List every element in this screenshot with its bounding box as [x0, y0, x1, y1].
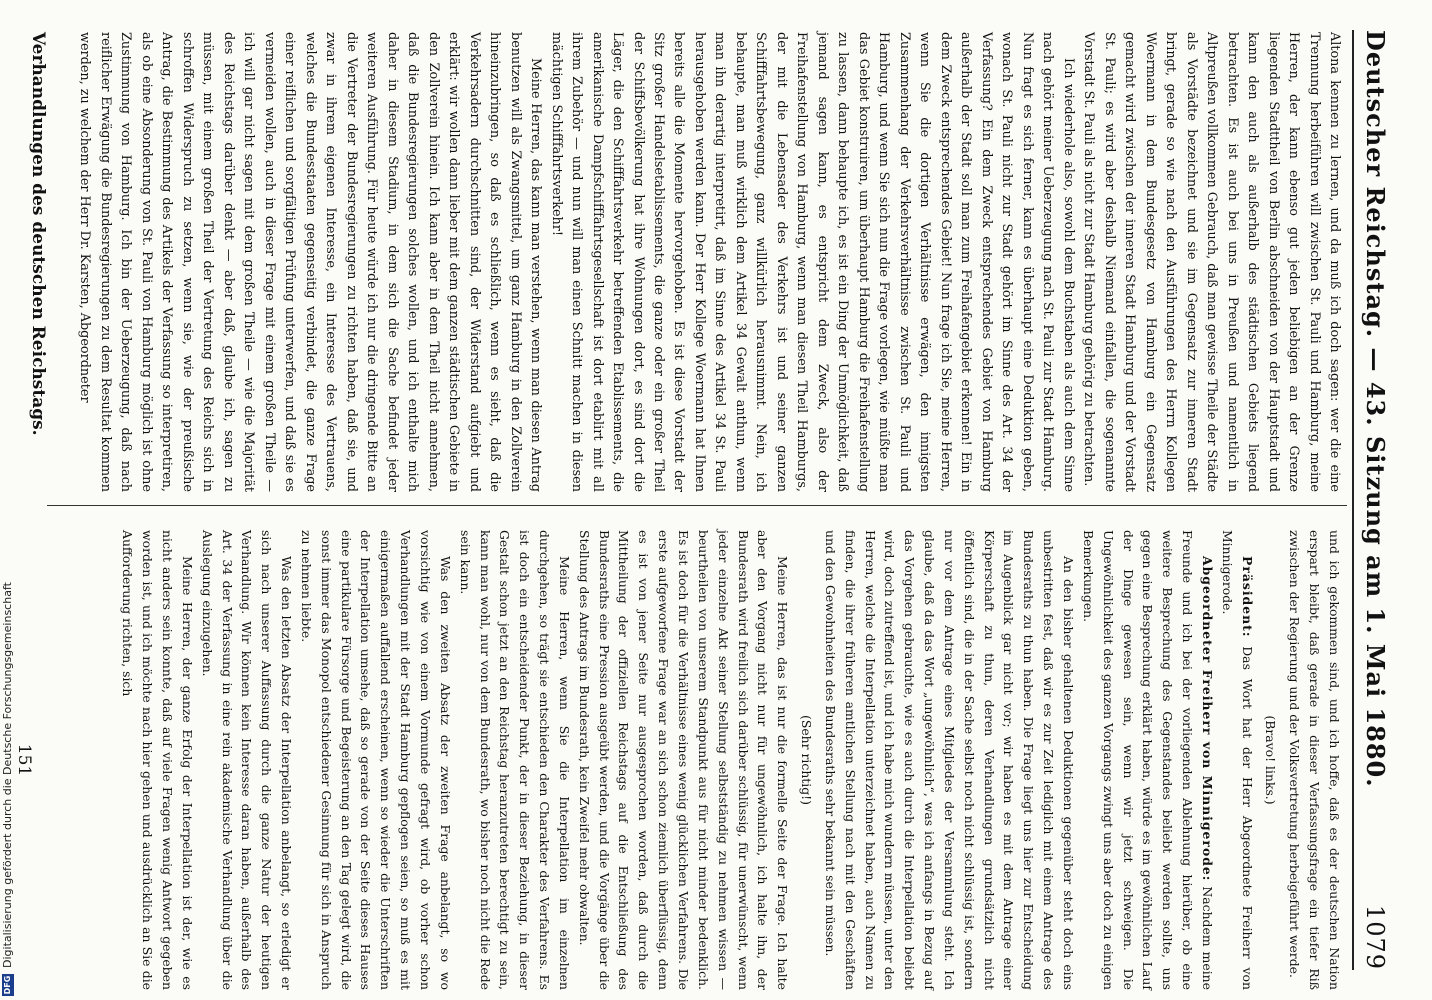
body-paragraph: Meine Herren, das kann man verstehen, wenn man diesen Antrag benutzen will als Zwangsmittel, um ganz Hamburg in den Zollverein hineinzubringen, so daß es schließlich, wenn es sieht, daß die Verkehrsadern durchschnitten sind, der Widerstand aufgiebt und erklärt: wir wollen dann lieber mit dem ganzen städtischen Gebiete in den Zollverein hinein. Ich kann aber in dem Theil nicht annehmen, daß die Bundesregierungen solches wollen, und ich enthalte mich daher in diesem Stadium, in dem sich die Sache befindet jeder weiteren Ausführung. Für heute würde ich nur die dringende Bitte an die Vertreter der Bundesregierungen zu richten haben, daß sie, und zwar in ihrem eigenen Interesse, ein Interesse des Vertrauens, welches die Bundesstaaten gegenseitig verbindet, die ganze Frage einer reiflichen und sorgfältigen Prüfung unterwerfen, und daß sie es vermeiden wollen, auch in dieser Frage mit einem großen Theile — ich will gar nicht sagen mit dem großen Theile — wie die Majorität des Reichstags darüber denkt — aber daß, glaube ich, sagen zu müssen, mit einem großen Theil der Vertretung des Reichs sich in schroffen Widerspruch zu setzen, wenn sie, wie der preußische Antrag, die Bestimmung des Artikels der Verfassung so interpretiren, als ob eine Absonderung von St. Pauli von Hamburg möglich ist ohne Zustimmung von Hamburg. Ich bin der Ueberzeugung, daß nach reiflicher Erwägung die Bundesregierungen zu dem Resultat kommen werden, zu welchem der Herr Dr. Karsten, Abgeordneter	[77, 32, 544, 492]
header-rule	[1352, 30, 1354, 970]
body-paragraph: Meine Herren, das ist nur die formelle Seite der Frage. Ich halte aber den Vorgang nicht nur für ungewöhnlich, ich halte ihn, der Bundesrath wird freilich sich darüber schlüssig, für unerwünscht, wenn jeder einzelne Akt seiner Stellung selbstständig zu nehmen wissen — beurtheilen von unserem Standpunkt aus für nicht minder bedenklich. Es ist doch für die Verhältnisse eines wenig glücklichen Verfahrens. Die erste aufgeworfene Frage war an sich schon ziemlich überflüssig, denn es ist von jener Seite nur ausgesprochen worden, daß durch die Mittheilung der offiziellen Reichstags auf die Entschließung des Bundesraths eine Pression ausgeübt werden, und die Vorgänge über die Stellung des Antrags im Bundesrath, kein Zweifel mehr obwalten.	[576, 530, 791, 990]
page-header-title: Deutscher Reichstag. — 43. Sitzung am 1. Mai 1880.	[1361, 30, 1390, 788]
page-number: 1079	[1361, 904, 1389, 970]
body-paragraph: An den bisher gehaltenen Deduktionen gegenüber steht doch eins unbestritten fest, daß wir es zur Zeit lediglich mit einem Antrage des Bundesraths zu thun haben. Die Frage liegt uns hier zur Entscheidung im Augenblick gar nicht vor; wir haben es mit dem Antrage einer Körperschaft zu thun, deren Verhandlungen grundsätzlich nicht öffentlich sind, die in der Sache selbst noch nicht schlüssig ist, sondern nur vor dem Antrage eines Mitgliedes der Versammlung steht. Ich glaube, daß da das Wort „ungewöhnlich“, was ich anfangs in Bezug auf das Vorgehen gebrauchte, wie es auch durch die Interpellation beliebt wird, doch zutreffend ist, und ich habe mich wundern müssen, unter den Herren, welche die Interpellation unterzeichnet haben, auch Namen zu finden, die ihrer früheren amtlichen Stellung nach mit den Geschäften und den Gewohnheiten des Bundesraths sehr bekannt sein müssen.	[822, 530, 1077, 990]
sheet-number: 151	[14, 743, 34, 777]
side-credit	[0, 0, 20, 996]
speaker-paragraph	[1217, 530, 1257, 990]
speaker-name: Abgeordneter Freiherr von Minnigerode:	[1199, 556, 1215, 882]
speaker-paragraph	[1078, 530, 1217, 990]
body-paragraph: Was den letzten Absatz der Interpellation anbelangt, so erledigt er sich nach unserer Auffassung durch die ganze Natur der heutigen Verhandlung. Wir können kein Interesse daran haben, außerhalb des Art. 34 der Verfassung in eine rein akademische Verhandlung über die Auslegung einzugehen.	[199, 530, 295, 990]
body-paragraph: und ich gekommen sind, und ich hoffe, daß es der deutschen Nation erspart bleibt, daß gerade in dieser Verfassungsfrage ein tiefer Riß zwischen der Regierung und der Volksvertretung herbeigeführt werde.	[1287, 530, 1342, 990]
speaker-name: Präsident:	[1239, 556, 1255, 638]
speaker-text: Das Wort hat der Herr Abgeordnete Freiherr von Minnigerode.	[1219, 530, 1255, 990]
body-paragraph: Meine Herren, wenn Sie die Interpellation im einzelnen durchgehen, so trägt sie entschieden den Charakter des Verfahrens. Es ist doch ein entscheidender Punkt, der in dieser Beziehung, in dieser Gestalt schon jetzt an den Reichstag heranzutreten berechtigt zu sein, kann man wohl, nur von dem Bundesrath, wo bisher noch nicht die Rede sein kann.	[457, 530, 572, 990]
body-paragraph: Ich wiederhole also, sowohl dem Buchstaben als auch dem Sinne nach gehört meiner Ueberzeugung nach St. Pauli zur Stadt Hamburg. Nun fragt es sich ferner, kann es überhaupt eine Deduktion geben, wonach St. Pauli nicht zur Stadt gehört im Sinne des Art. 34 der Verfassung? Ein dem Zweck entsprechendes Gebiet von Hamburg außerhalb der Stadt soll man zum Freihafengebiet erkennen! Ein in dem Zweck entsprechendes Gebiet! Nun frage ich Sie, meine Herren, wenn Sie die dortigen Verhältnisse erwägen, den innigsten Zusammenhang der Verkehrsverhältnisse zwischen St. Pauli und Hamburg, und wenn Sie sich nun die Frage vorlegen, wie müßte man das Gebiet konstruiren, um überhaupt Hamburg die Freihafenstellung zu lassen, dann behaupte ich, es ist ein Ding der Unmöglichkeit, daß jemand sagen kann, es entspricht dem Zweck, also der Freihafenstellung von Hamburg, wenn man diesen Theil Hamburgs, der mit die Lebensader des Verkehrs ist und seiner ganzen Schifffahrtsbewegung, ganz willkürlich herausnimmt. Nein, ich behaupte, man muß wirklich dem Artikel 34 Gewalt anthun, wenn man ihn derartig interpretirt, daß im Sinne des Artikel 34 St. Pauli herausgehoben werden kann. Der Herr Kollege Woermann hat Ihnen bereits alle die Momente hervorgehoben. Es ist diese Vorstadt der Sitz großer Handelsetablissements, die ganze oder ein großer Theil der Schiffsbevölkerung hat ihre Wohnungen dort, es sind dort die Läger, die den Schifffahrtsverkehr betreffenden Etablissements, die amerikanische Dampfschifffahrtsgesellschaft ist dort etablirt mit all ihrem Zubehör — und nun will man einen Schnitt machen in diesen mächtigen Schifffahrtsverkehr!	[548, 32, 1076, 492]
body-paragraph: Altona kennen zu lernen, und da muß ich doch sagen: wer die eine Trennung herbeiführen will zwischen St. Pauli und Hamburg, meine Herren, der kann ebenso gut jeden beliebigen an der Grenze liegenden Stadttheil von Berlin abschneiden von der Hauptstadt und kann den auch als außerhalb des städtischen Gebiets liegend betrachten. Es ist auch bei uns in Preußen und namentlich in Altpreußen vollkommen Gebrauch, daß man gewisse Theile der Städte als Vorstädte bezeichnet und sie im Gegensatz zur inneren Stadt bringt, gerade so wie nach den Ausführungen des Herrn Kollegen Woermann in dem Bundesgesetz von Hamburg ein Gegensatz gemacht wird zwischen der inneren Stadt Hamburg und der Vorstadt St. Pauli; es wird aber deshalb Niemand einfallen, die sogenannte Vorstadt St. Pauli als nicht zur Stadt Hamburg gehörig zu betrachten.	[1081, 32, 1342, 492]
left-column	[74, 32, 1344, 492]
dfg-logo-icon: DFG	[3, 975, 12, 995]
column-divider	[47, 505, 1347, 506]
side-credit-text: Digitalisierung gefördert durch die Deutsche Forschungsgemeinschaft	[1, 582, 14, 968]
applause-note: (Bravo! links.)	[1263, 715, 1279, 805]
body-paragraph: Meine Herren, der ganze Erfolg der Interpellation ist der, wie es nicht anders sein konnte, daß auf viele Fragen wenig Antwort gegeben worden ist, und ich möchte nach hier gehen und ausdrücklich an Sie die Aufforderung richten, sich	[120, 530, 195, 990]
speaker-text: Nachdem meine Freunde und ich bei der vorliegenden Ablehnung hierüber, ob eine weitere Besprechung des Gegenstandes beliebt werden sollte, uns gegen eine Besprechung erklärt haben, würde es im gewöhnlichen Lauf der Dinge gewesen sein, wenn wir jetzt schweigen. Die Ungewöhnlichkeit des ganzen Vorgangs zwingt uns aber doch zu einigen Bemerkungen.	[1080, 530, 1215, 990]
footer-signature: Verhandlungen des deutschen Reichstags.	[28, 32, 48, 436]
right-column	[118, 530, 1344, 990]
applause-note: (Sehr richtig!)	[799, 715, 815, 805]
body-paragraph: Was den zweiten Absatz der zweiten Frage anbelangt, so wo vorsichtig wie von einem Vormunde gefragt wird, ob vorher schon Verhandlungen mit der Stadt Hamburg gepflogen seien, so muß es mit einigermaßen auffallend erscheinen, wenn so wieder die Unterschriften der Interpellation umsehe, daß so gerade von der Seite dieses Hauses eine partikulare Fürsorge und Begeisterung an den Tag gelegt wird, die sonst immer das Monopol entschiedener Gesinnung für sich in Anspruch zu nehmen liebte.	[298, 530, 453, 990]
page-header	[1360, 30, 1390, 970]
